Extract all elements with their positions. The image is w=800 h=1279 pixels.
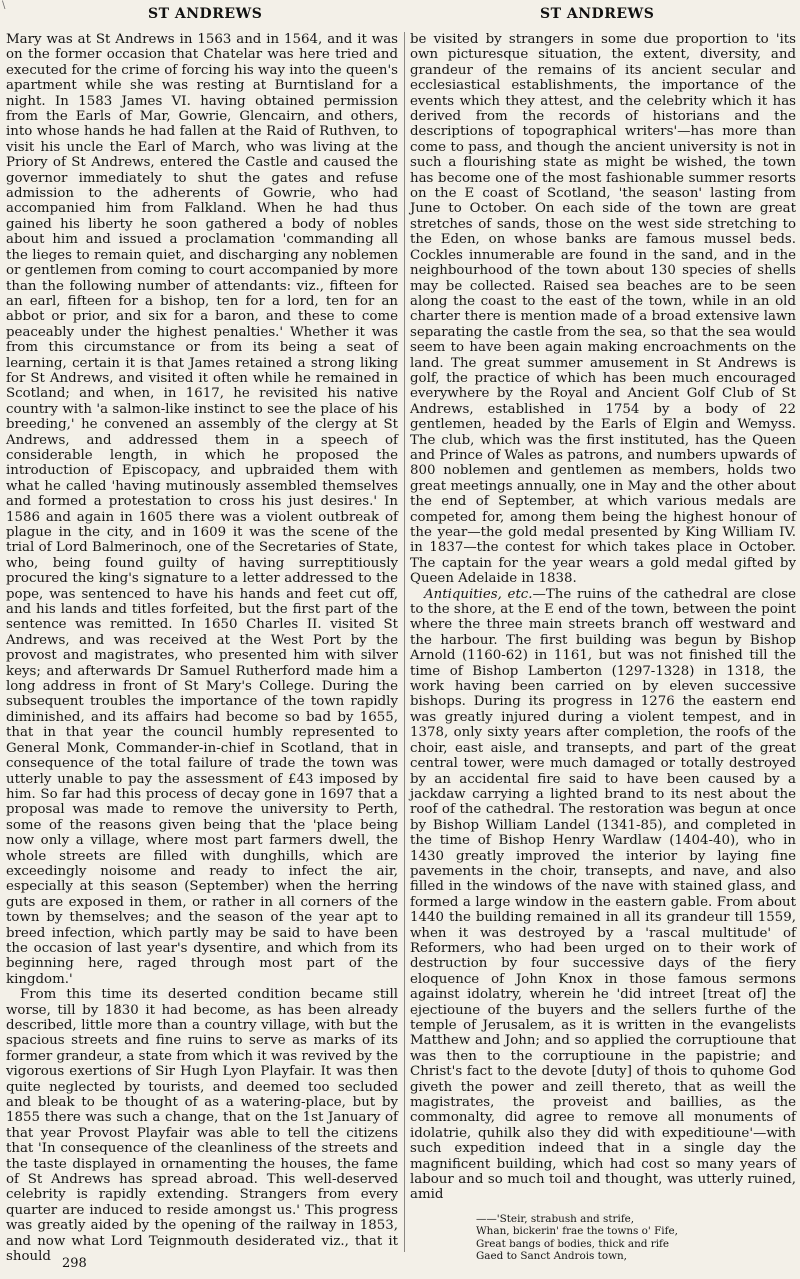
verse-line: Gaed to Sanct Androis town, (476, 1250, 627, 1263)
right-paragraph-1: be visited by strangers in some due proportion to 'its own picturesque situation, the extent, diversity, and grandeur of the remains of its ancient secular and ecclesiastical establishments, the importance of the events which they attest, and the celebrity which it has derived from the records of historians and the descriptions of topographical writers'—has more than come to pass, and though the ancient university is not in such a flourishing state as might be wished, the town has become one of the most fashionable summer resorts on the E coast of Scotland, 'the season' lasting from June to October. On each side of the town are great stretches of sands, those on the west side stretching to the Eden, on whose banks are famous mussel beds. Cockles innumerable are found in the sand, and in the neighbourhood of the town about 130 species of shells may be collected. Raised sea beaches are to be seen along the coast to the east of the town, while in an old charter there is mention made of a broad extensive lawn separating the castle from the sea, so that the sea would seem to have been again making encroachments on the land. The great summer amusement in St Andrews is golf, the practice of which has been much encouraged everywhere by the Royal and Ancient Golf Club of St Andrews, established in 1754 by a body of 22 gentlemen, headed by the Earls of Elgin and Wemyss. The club, which was the first instituted, has the Queen and Prince of Wales as patrons, and numbers upwards of 800 noblemen and gentlemen as members, holds two great meetings annually, one in May and the other about the end of September, at which various medals are competed for, among them being the highest honour of the year—the gold medal presented by King William IV. in 1837—the contest for which takes place in October. The captain for the year wears a gold medal gifted by Queen Adelaide in 1838. (410, 32, 796, 587)
column-divider (404, 32, 405, 1252)
verse-line: Whan, bickerin' frae the towns o' Fife, (476, 1225, 678, 1238)
running-header-right: ST ANDREWS (540, 6, 655, 22)
right-column (410, 32, 796, 1263)
antiquities-text: —The ruins of the cathedral are close to the shore, at the E end of the town, between the point where the three main streets branch off westward and the harbour. The first building was begun by Bishop Arnold (1160-62) in 1161, but was not finished till the time of Bishop Lamberton (1297-1328) in 1318, the work having been carried on by eleven successive bishops. During its progress in 1276 the eastern end was greatly injured during a violent tempest, and in 1378, only sixty years after completion, the roofs of the choir, east aisle, and transepts, and part of the great central tower, were much damaged or totally destroyed by an accidental fire said to have been caused by a jackdaw carrying a lighted brand to its nest about the roof of the cathedral. The restoration was begun at once by Bishop William Landel (1341-85), and completed in the time of Bishop Henry Wardlaw (1404-40), who in 1430 greatly improved the interior by laying fine pavements in the choir, transepts, and nave, and also filled in the windows of the nave with stained glass, and formed a large window in the eastern gable. From about 1440 the building remained in all its grandeur till 1559, when it was destroyed by a 'rascal multitude' of Reformers, who had been urged on to their work of destruction by four successive days of the fiery eloquence of John Knox in those famous sermons against idolatry, wherein he 'did intreet [treat of] the ejectioune of the buyers and the sellers furthe of the temple of Jerusalem, as it is written in the evangelists Matthew and John; and so applied the corruptioune that was then to the corruptioune in the papistrie; and Christ's fact to the devote [duty] of thois to quhome God giveth the power and zeill thereto, that as weill the magistrates, the proveist and baillies, as the commonalty, did agree to remove all monuments of idolatrie, quhilk also they did with expeditioune'—with such expedition indeed that in a single day the magnificent building, which had cost so many years of labour and so much toil and thought, was utterly ruined, amid (410, 586, 796, 1203)
left-paragraph-1: Mary was at St Andrews in 1563 and in 1564, and it was on the former occasion that Chatelar was here tried and executed for the crime of forcing his way into the queen's apartment while she was resting at Burntisland for a night. In 1583 James VI. having obtained permission from the Earls of Mar, Gowrie, Glencairn, and others, into whose hands he had fallen at the Raid of Ruthven, to visit his uncle the Earl of March, who was living at the Priory of St Andrews, entered the Castle and caused the governor immediately to shut the gates and refuse admission to the adherents of Gowrie, who had accompanied him from Falkland. When he had thus gained his liberty he soon gathered a body of nobles about him and issued a proclamation 'commanding all the lieges to remain quiet, and discharging any noblemen or gentlemen from coming to court accompanied by more than the following number of attendants: viz., fifteen for an earl, fifteen for a bishop, ten for a lord, ten for an abbot or prior, and six for a baron, and these to come peaceably under the highest penalties.' Whether it was from this circumstance or from its being a seat of learning, certain it is that James retained a strong liking for St Andrews, and visited it often while he remained in Scotland; and when, in 1617, he revisited his native country with 'a salmon-like instinct to see the place of his breeding,' he convened an assembly of the clergy at St Andrews, and addressed them in a speech of considerable length, in which he proposed the introduction of Episcopacy, and upbraided them with what he called 'having mutinously assembled themselves and formed a protestation to cross his just desires.' In 1586 and again in 1605 there was a violent outbreak of plague in the city, and in 1609 it was the scene of the trial of Lord Balmerinoch, one of the Secretaries of State, who, being found guilty of having surreptitiously procured the king's signature to a letter addressed to the pope, was sentenced to have his hands and feet cut off, and his lands and titles forfeited, but the first part of the sentence was remitted. In 1650 Charles II. visited St Andrews, and was received at the West Port by the provost and magistrates, who presented him with silver keys; and afterwards Dr Samuel Rutherford made him a long address in front of St Mary's College. During the subsequent troubles the importance of the town rapidly diminished, and its affairs had become so bad by 1655, that in that year the council humbly represented to General Monk, Commander-in-chief in Scotland, that in consequence of the total failure of trade the town was utterly unable to pay the assessment of £43 imposed by him. So far had this process of decay gone in 1697 that a proposal was made to remove the university to Perth, some of the reasons given being that the 'place being now only a village, where most part farmers dwell, the whole streets are filled with dunghills, which are exceedingly noisome and ready to infect the air, especially at this season (September) when the herring guts are exposed in them, or rather in all corners of the town by themselves; and the season of the year apt to breed infection, which partly may be said to have been the occasion of last year's dysentire, and which from its beginning here, raged through most part of the kingdom.' (6, 32, 398, 987)
left-column (6, 32, 398, 1265)
antiquities-heading: Antiquities, etc. (424, 586, 533, 602)
verse-line: ——'Steir, strabush and strife, (476, 1212, 635, 1225)
corner-mark: \ (2, 0, 6, 11)
verse-line: Great bangs of bodies, thick and rife (476, 1237, 670, 1250)
running-header-left: ST ANDREWS (148, 6, 263, 22)
verse-quotation (476, 1213, 796, 1263)
right-paragraph-2 (410, 587, 796, 1203)
left-paragraph-2: From this time its deserted condition became still worse, till by 1830 it had become, as has been already described, little more than a country village, with but the spacious streets and fine ruins to serve as marks of its former grandeur, a state from which it was revived by the vigorous exertions of Sir Hugh Lyon Playfair. It was then quite neglected by tourists, and deemed too secluded and bleak to be thought of as a watering-place, but by 1855 there was such a change, that on the 1st January of that year Provost Playfair was able to tell the citizens that 'In consequence of the cleanliness of the streets and the taste displayed in ornamenting the houses, the fame of St Andrews has spread abroad. This well-deserved celebrity is rapidly extending. Strangers from every quarter are induced to reside amongst us.' This progress was greatly aided by the opening of the railway in 1853, and now what Lord Teignmouth desiderated viz., that it should (6, 987, 398, 1265)
page-number: 298 (62, 1256, 87, 1271)
